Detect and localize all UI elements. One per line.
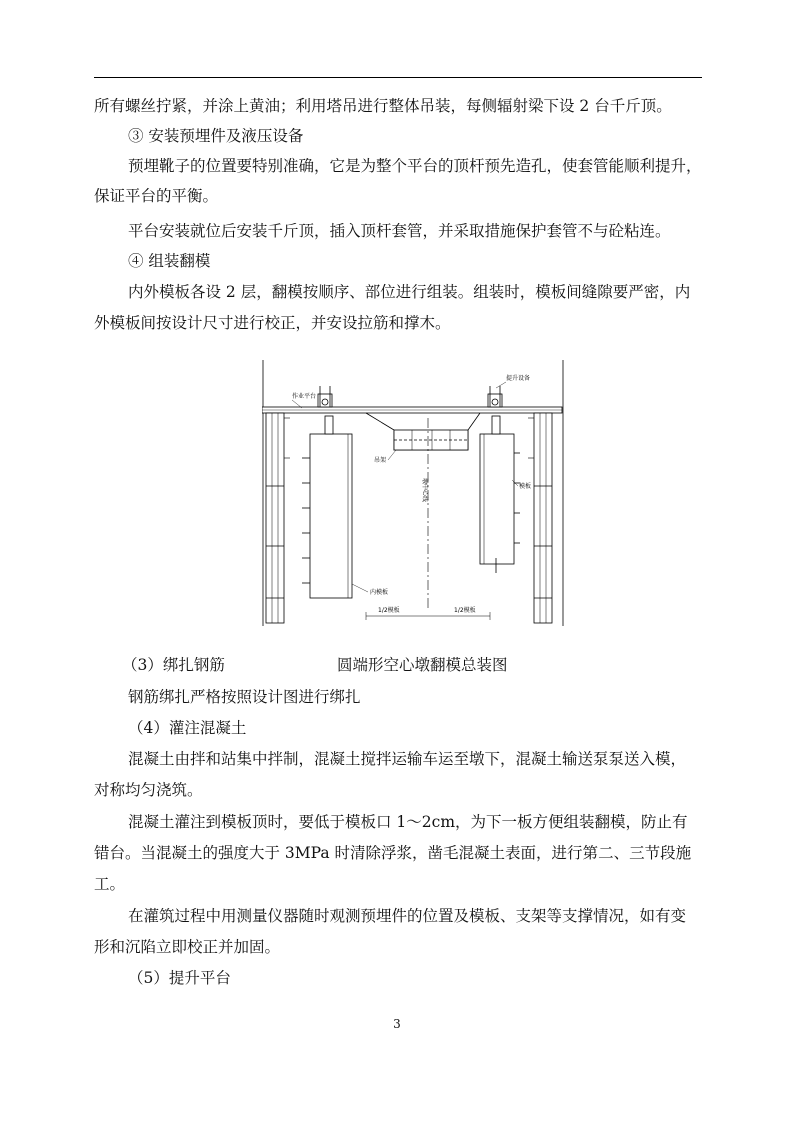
right-outer-formwork — [534, 413, 552, 623]
paragraph-line: 错台。当混凝土的强度大于 3MPa 时清除浮浆，凿毛混凝土表面，进行第二、三节段施 — [94, 844, 692, 862]
header-rule — [94, 77, 702, 78]
paragraph-line: 所有螺丝拧紧，并涂上黄油；利用塔吊进行整体吊装，每侧辐射梁下设 2 台千斤顶。 — [94, 97, 672, 115]
right-inner-formwork — [480, 416, 520, 573]
right-jack — [488, 386, 502, 407]
section-heading-lift-platform: （5）提升平台 — [128, 969, 231, 987]
label-lift-device: 提升设备 — [506, 375, 531, 382]
paragraph-line: 工。 — [94, 875, 126, 893]
subheading-install-embedded-parts: ③ 安装预埋件及液压设备 — [128, 127, 304, 145]
subheading-assemble-formwork: ④ 组装翻模 — [128, 252, 211, 270]
label-pier-centerline: 墩中心线 — [421, 478, 428, 503]
left-outer-formwork — [266, 413, 284, 623]
formwork-assembly-figure — [262, 358, 564, 628]
paragraph-line: 混凝土灌注到模板顶时，要低于模板口 1～2cm，为下一板方便组装翻模，防止有 — [128, 813, 688, 831]
page-number: 3 — [393, 1017, 401, 1031]
paragraph-line: 保证平台的平衡。 — [94, 187, 219, 205]
label-half-left: 1/2模板 — [378, 607, 400, 614]
paragraph-line: 形和沉陷立即校正并加固。 — [94, 938, 281, 956]
label-work-platform: 作业平台 — [292, 393, 317, 400]
section-heading-bind-rebar: （3）绑扎钢筋 — [122, 656, 225, 674]
label-half-right: 1/2模板 — [454, 607, 476, 614]
paragraph-line: 对称均匀浇筑。 — [94, 781, 203, 799]
paragraph-line: 内外模板各设 2 层，翻模按顺序、部位进行组装。组装时，模板间缝隙要严密，内 — [128, 283, 691, 301]
paragraph-line: 钢筋绑扎严格按照设计图进行绑扎 — [128, 688, 361, 706]
figure-caption: 圆端形空心墩翻模总装图 — [337, 656, 508, 674]
left-jack — [318, 386, 332, 407]
section-heading-pour-concrete: （4）灌注混凝土 — [128, 719, 247, 737]
paragraph-line: 预埋靴子的位置要特别准确，它是为整个平台的顶杆预先造孔，使套管能顺利提升， — [128, 157, 702, 175]
label-hanger: 吊架 — [374, 457, 387, 464]
paragraph-line: 平台安装就位后安装千斤顶，插入顶杆套管，并采取措施保护套管不与砼粘连。 — [128, 222, 671, 240]
label-formwork: 模板 — [519, 483, 532, 490]
left-inner-formwork — [302, 416, 352, 598]
paragraph-line: 混凝土由拌和站集中拌制，混凝土搅拌运输车运至墩下，混凝土输送泵泵送入模， — [128, 750, 687, 768]
figure-caption-row — [94, 655, 714, 675]
paragraph-line: 在灌筑过程中用测量仪器随时观测预埋件的位置及模板、支架等支撑情况，如有变 — [128, 907, 687, 925]
hanger-truss — [366, 413, 480, 450]
paragraph-line: 外模板间按设计尺寸进行校正，并安设拉筋和撑木。 — [94, 314, 451, 332]
label-inner-formwork: 内模板 — [370, 589, 389, 596]
